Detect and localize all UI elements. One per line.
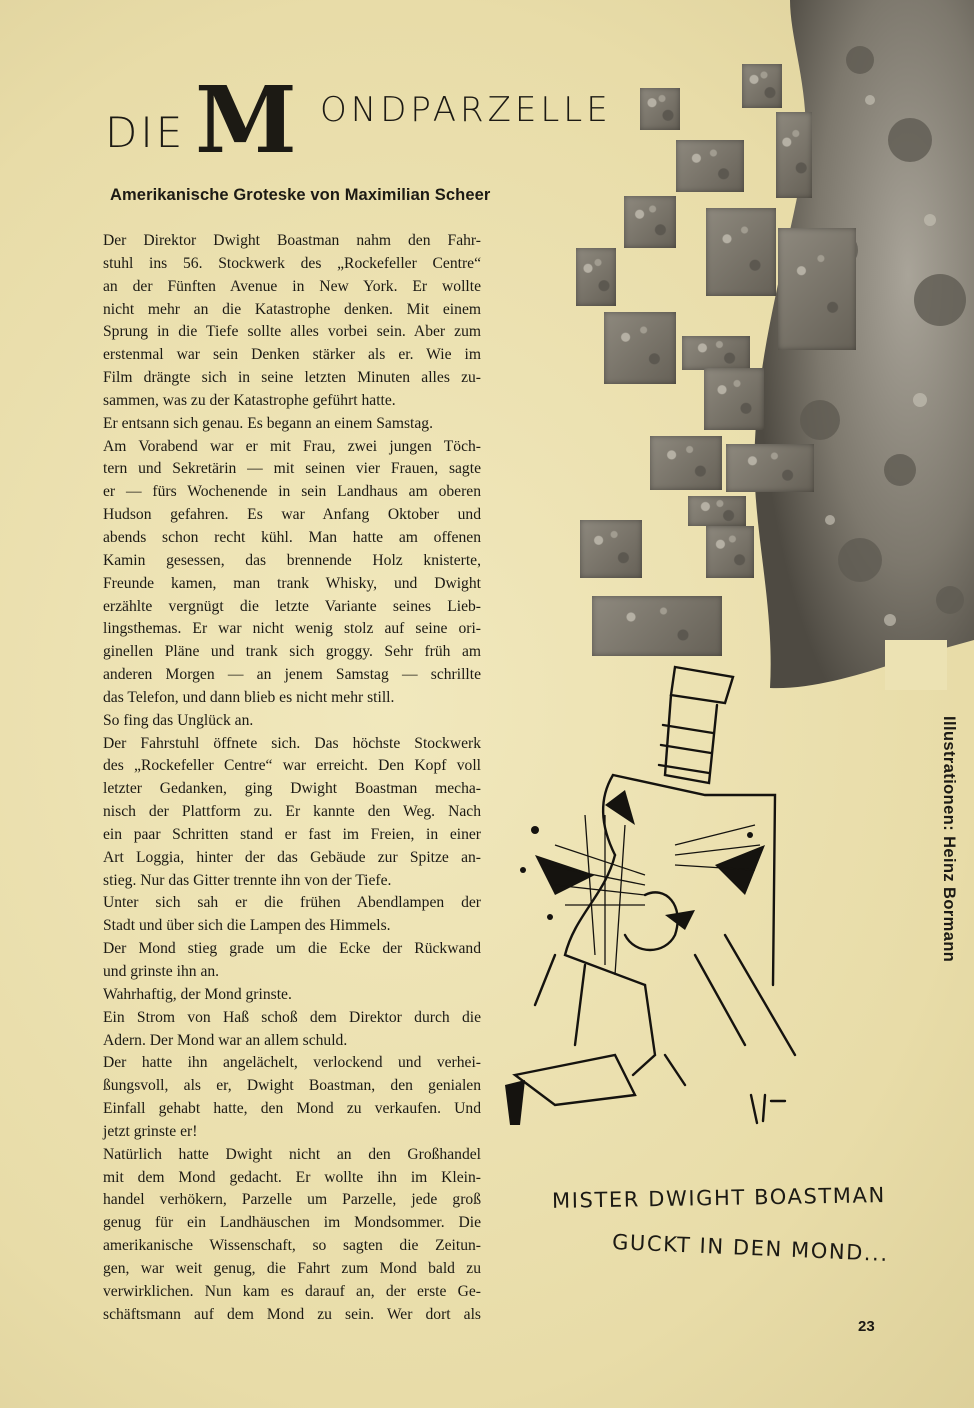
article-line: erstenmal war sein Denken stärker als er. Wie im — [103, 346, 481, 364]
article-line: Einfall gehabt hatte, den Mond zu verkaufen. Und — [103, 1100, 481, 1118]
article-line: das Telefon, und dann blieb es nicht mehr still. — [103, 688, 395, 706]
illustration-credit — [936, 716, 962, 1046]
article-line: Der hatte ihn angelächelt, verlockend und verhei- — [103, 1054, 481, 1072]
article-line: verwirklichen. Nun kam es darauf an, der erste Ge- — [103, 1282, 481, 1300]
title-initial: M — [195, 66, 297, 174]
article-line: Ein Strom von Haß schoß dem Direktor durch die — [103, 1008, 481, 1026]
title-prefix: DIE — [105, 108, 186, 157]
article-line: Freunde kamen, man trank Whisky, und Dwight — [103, 574, 481, 592]
moon-fragment — [576, 248, 616, 306]
article-line: amerikanische Wissenschaft, so sagten die Zeitun- — [103, 1237, 481, 1255]
article-line: Art Loggia, hinter der das Gebäude zur Spitze an- — [103, 848, 481, 866]
caption-line-1: MISTER DWIGHT BOASTMAN — [551, 1183, 887, 1213]
moon-fragment — [650, 436, 722, 490]
moon-fragment — [580, 520, 642, 578]
article-line: des „Rockefeller Centre“ war erreicht. Den Kopf voll — [103, 757, 481, 775]
moon-fragment — [592, 596, 722, 656]
article-line: Kamin gesessen, das brennende Holz knisterte, — [103, 551, 481, 569]
article-line: stieg. Nur das Gitter trennte ihn von der Tiefe. — [103, 871, 392, 889]
article-line: Wahrhaftig, der Mond grinste. — [103, 985, 292, 1003]
article-line: jetzt grinste er! — [103, 1122, 198, 1140]
article-line: schäftsmann auf dem Mond zu sein. Wer dort als — [103, 1305, 481, 1323]
moon-fragment — [742, 64, 782, 108]
article-line: nisch der Plattform zu. Er kannte den Weg. Nach — [103, 803, 481, 821]
article-line: So fing das Unglück an. — [103, 711, 254, 729]
article-line: ein paar Schritten stand er fast im Freien, in einer — [103, 825, 481, 843]
article-line: Film drängte sich in seine letzten Minuten alles zu- — [103, 369, 481, 387]
article-line: Am Vorabend war er mit Frau, zwei jungen Töch- — [103, 437, 481, 455]
article-line: genug für ein Landhäuschen im Mondsommer. Die — [103, 1214, 481, 1232]
article-line: und grinste ihn an. — [103, 963, 220, 980]
article-line: abends schon recht kühl. Man hatte am offenen — [103, 528, 481, 546]
article-line: er — fürs Wochenende in sein Landhaus am oberen — [103, 483, 481, 501]
article-body — [103, 230, 481, 1327]
article-line: erzählte vergnügt die letzte Variante seines Lieb- — [103, 597, 481, 615]
article-line: ginellen Pläne und trank sich groggy. Sehr früh am — [103, 643, 481, 661]
moon-fragment — [688, 496, 746, 526]
moon-fragment — [624, 196, 676, 248]
moon-fragment — [604, 312, 676, 384]
article-line: Sprung in die Tiefe sollte alles vorbei sein. Aber zum — [103, 323, 481, 341]
moon-fragment — [682, 336, 750, 370]
article-line: Der Mond stieg grade um die Ecke der Rückwand — [103, 940, 481, 958]
article-line: Stadt und über sich die Lampen des Himmels. — [103, 917, 391, 935]
illustration-credit-text: Illustrationen: Heinz Bormann — [940, 716, 958, 963]
article-line: letzter Gedanken, ging Dwight Boastman mecha- — [103, 780, 481, 798]
article-line: nicht mehr an die Katastrophe denken. Mit einem — [103, 300, 481, 318]
article-line: anderen Morgen — an jenem Samstag — schrillte — [103, 666, 481, 684]
article-line: Er entsann sich genau. Es begann an einem Samstag. — [103, 414, 433, 432]
article-line: Der Direktor Dwight Boastman nahm den Fahr- — [103, 232, 481, 249]
moon-fragment — [704, 368, 764, 430]
article-line: lingsthemas. Er war nicht wenig stolz auf seine ori- — [103, 620, 481, 638]
article-line: Hudson gefahren. Es war Anfang Oktober und — [103, 506, 481, 524]
telescope-man-drawing — [495, 655, 835, 1135]
article-line: gen, war weit genug, die Fahrt zum Mond bald zu — [103, 1259, 481, 1277]
moon-fragment — [676, 140, 744, 192]
article-line: Unter sich sah er die frühen Abendlampen der — [103, 894, 481, 912]
moon-fragment — [778, 228, 856, 350]
moon-fragment — [776, 112, 812, 198]
moon-fragment — [726, 444, 814, 492]
article-line: mit dem Mond gedacht. Er wollte ihn im Klein- — [103, 1168, 481, 1186]
caption-line-2: GUCKT IN DEN MOND... — [611, 1229, 890, 1267]
title-rest: ONDPARZELLE — [320, 90, 612, 130]
article-line: tern und Sekretärin — mit seinen vier Frauen, sagte — [103, 460, 481, 478]
article-line: stuhl ins 56. Stockwerk des „Rockefeller Centre“ — [103, 254, 481, 272]
article-line: handel verhökern, Parzelle um Parzelle, jede groß — [103, 1191, 481, 1209]
moon-fragment — [640, 88, 680, 130]
moon-fragment — [706, 526, 754, 578]
article-line: Der Fahrstuhl öffnete sich. Das höchste Stockwerk — [103, 734, 481, 752]
article-subtitle: Amerikanische Groteske von Maximilian Scheer — [110, 186, 491, 204]
article-line: Natürlich hatte Dwight nicht an den Großhandel — [103, 1145, 481, 1163]
page-number: 23 — [858, 1318, 875, 1335]
article-line: ßungsvoll, als er, Dwight Boastman, den genialen — [103, 1077, 481, 1095]
article-line: an der Fünften Avenue in New York. Er wollte — [103, 277, 481, 295]
moon-fragment — [706, 208, 776, 296]
article-line: sammen, was zu der Katastrophe geführt hatte. — [103, 391, 396, 409]
article-line: Adern. Der Mond war an allem schuld. — [103, 1031, 348, 1049]
article-title — [105, 66, 612, 174]
